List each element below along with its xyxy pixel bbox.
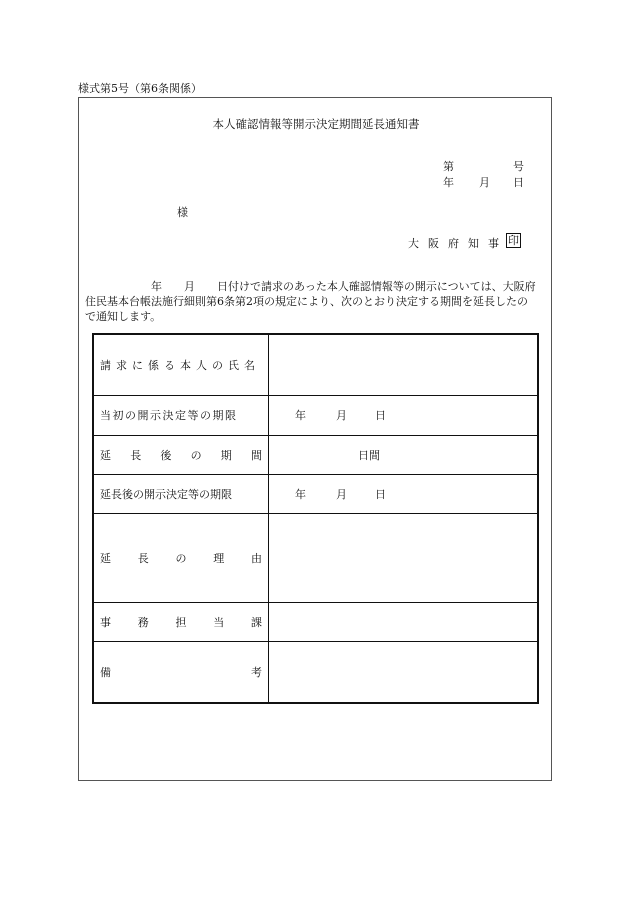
notice-line-2: 住民基本台帳法施行細則第6条第2項の規定により、次のとおり決定する期間を延長したの <box>85 295 528 308</box>
department-label: 事 務 担 当 課 <box>100 615 262 629</box>
remarks-value[interactable] <box>269 641 539 703</box>
sender-char-3: 府 <box>448 237 459 250</box>
extension-reason-value[interactable] <box>269 513 539 602</box>
initial-deadline-day: 日 <box>375 409 386 422</box>
form-number-label: 様式第5号（第6条関係） <box>78 82 202 95</box>
details-table <box>92 333 539 704</box>
addressee-suffix: 様 <box>177 206 188 219</box>
notice-line-1: 年 月 日付けで請求のあった本人確認情報等の開示については、大阪府 <box>85 280 536 293</box>
initial-deadline-year: 年 <box>295 409 306 422</box>
requester-name-value[interactable] <box>269 334 539 395</box>
document-title: 本人確認情報等開示決定期間延長通知書 <box>212 117 420 131</box>
extended-deadline-month: 月 <box>336 487 347 501</box>
department-value[interactable] <box>269 602 539 641</box>
date-month-label: 月 <box>479 176 490 189</box>
sender-char-1: 大 <box>408 237 419 250</box>
initial-deadline-label: 当初の開示決定等の期限 <box>100 409 238 422</box>
sender-char-5: 事 <box>488 237 499 250</box>
extension-period-label: 延 長 後 の 期 間 <box>100 448 262 462</box>
number-suffix: 号 <box>513 160 524 173</box>
sender-char-4: 知 <box>468 237 479 250</box>
date-day-label: 日 <box>513 176 524 189</box>
initial-deadline-value[interactable] <box>269 395 539 435</box>
extension-reason-label: 延 長 の 理 由 <box>100 551 262 565</box>
initial-deadline-month: 月 <box>336 409 347 422</box>
document-frame <box>78 97 552 781</box>
table-row-remarks <box>93 641 538 703</box>
extended-deadline-year: 年 <box>295 487 306 501</box>
extension-period-value[interactable] <box>269 435 539 474</box>
sender-char-2: 阪 <box>428 237 439 250</box>
date-year-label: 年 <box>443 176 454 189</box>
extended-deadline-label: 延長後の開示決定等の期限 <box>100 487 232 501</box>
table-row-extended-deadline <box>93 474 538 513</box>
table-row-requester <box>93 334 538 395</box>
notice-paragraph <box>85 279 549 324</box>
extended-deadline-value[interactable] <box>269 474 539 513</box>
table-row-initial-deadline <box>93 395 538 435</box>
remarks-label: 備 考 <box>100 665 262 679</box>
extension-days-unit: 日間 <box>358 448 380 462</box>
table-row-reason <box>93 513 538 602</box>
extended-deadline-day: 日 <box>375 487 386 501</box>
number-prefix: 第 <box>443 160 454 173</box>
table-row-department <box>93 602 538 641</box>
requester-name-label: 請求に係る本人の氏名 <box>100 358 260 372</box>
seal-mark: 印 <box>508 234 519 247</box>
notice-line-3: で通知します。 <box>85 310 162 323</box>
table-row-extension-period <box>93 435 538 474</box>
